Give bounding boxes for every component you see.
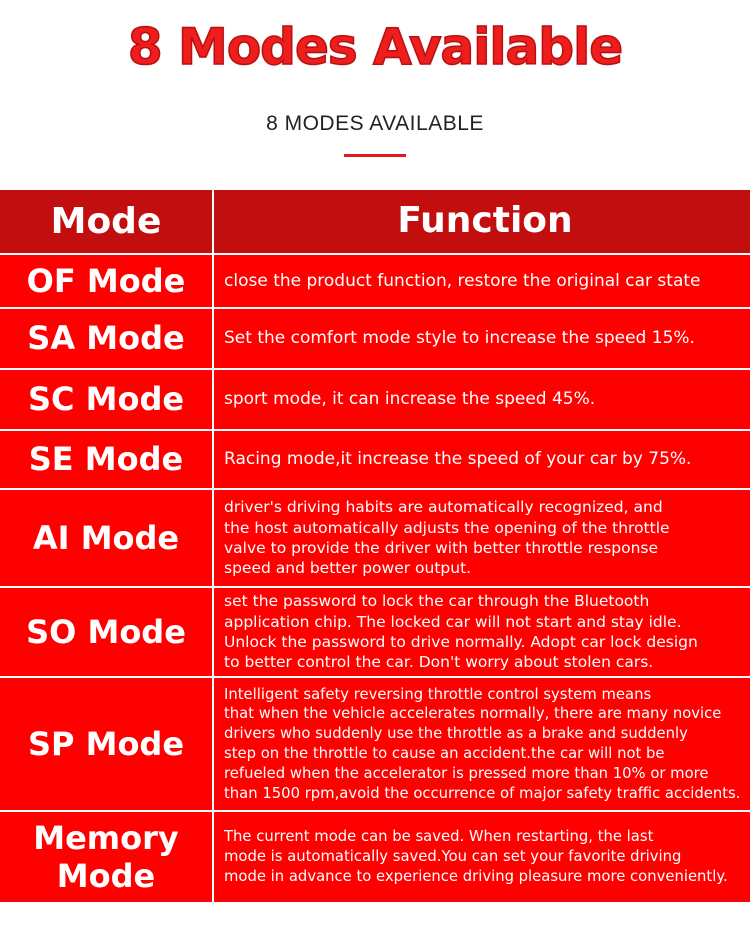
mode-function: driver's driving habits are automatically recognized, and the host automatically adjusts the opening of the throttle valve to provide the driver with better throttle response speed and better power output.	[214, 490, 750, 586]
mode-function: close the product function, restore the original car state	[214, 255, 750, 307]
table-row	[0, 255, 750, 307]
page-headline: 8 Modes Available	[127, 18, 623, 76]
mode-name: AI Mode	[0, 490, 212, 586]
mode-name: SA Mode	[0, 309, 212, 368]
mode-function: set the password to lock the car through the Bluetooth application chip. The locked car will not start and stay idle. Unlock the password to drive normally. Adopt car lock design to better control the car. Don't worry about stolen cars.	[214, 588, 750, 676]
mode-name: SO Mode	[0, 588, 212, 676]
mode-function: Racing mode,it increase the speed of your car by 75%.	[214, 431, 750, 488]
table-row	[0, 812, 750, 902]
title-divider	[344, 154, 406, 157]
table-row	[0, 588, 750, 676]
mode-name: Memory Mode	[0, 812, 212, 902]
mode-function: Intelligent safety reversing throttle control system means that when the vehicle accelerates normally, there are many novice drivers who suddenly use the throttle as a brake and suddenly step on the throttle to cause an accident.the car will not be refueled when the accelerator is pressed more than 10% or more than 1500 rpm,avoid the occurrence of major safety traffic accidents.	[214, 678, 750, 810]
mode-function: The current mode can be saved. When restarting, the last mode is automatically saved.You can set your favorite driving mode in advance to experience driving pleasure more conveniently.	[214, 812, 750, 902]
header-function: Function	[214, 190, 750, 253]
table-row	[0, 678, 750, 810]
table-row	[0, 370, 750, 429]
table-row	[0, 309, 750, 368]
table-header-row	[0, 190, 750, 253]
header-mode: Mode	[0, 190, 212, 253]
mode-function: sport mode, it can increase the speed 45%.	[214, 370, 750, 429]
page-subheading: 8 MODES AVAILABLE	[266, 112, 484, 135]
mode-function: Set the comfort mode style to increase the speed 15%.	[214, 309, 750, 368]
mode-name: SE Mode	[0, 431, 212, 488]
mode-name: SC Mode	[0, 370, 212, 429]
mode-name: OF Mode	[0, 255, 212, 307]
modes-table	[0, 190, 750, 902]
mode-name: SP Mode	[0, 678, 212, 810]
table-row	[0, 431, 750, 488]
table-row	[0, 490, 750, 586]
